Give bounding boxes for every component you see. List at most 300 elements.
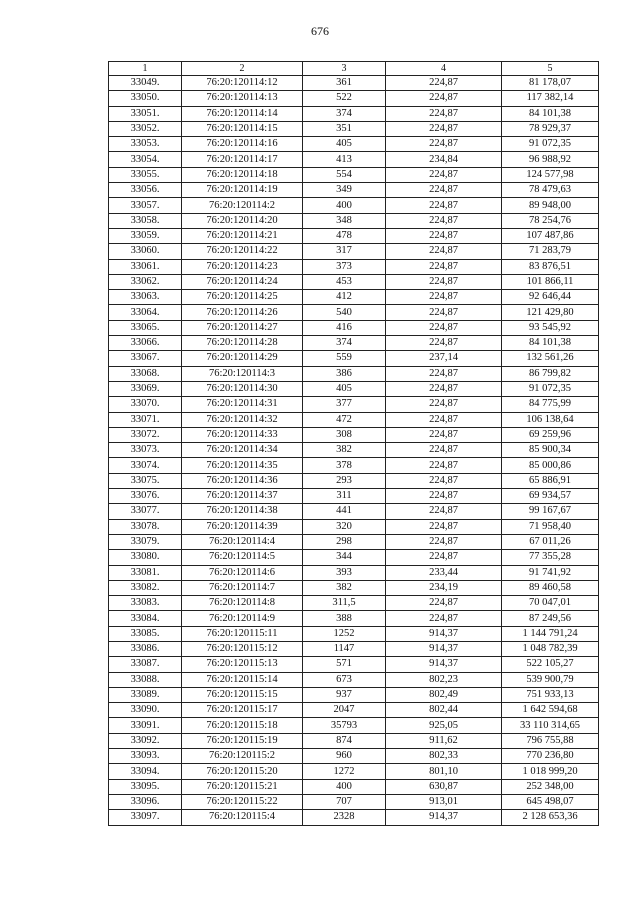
cell-value: 78 929,37 bbox=[502, 121, 599, 136]
table-row bbox=[109, 733, 599, 748]
cell-cadastral-number: 76:20:120114:8 bbox=[182, 596, 303, 611]
cell-area: 344 bbox=[303, 550, 386, 565]
cell-area: 349 bbox=[303, 183, 386, 198]
cell-value: 89 460,58 bbox=[502, 580, 599, 595]
cell-row-number: 33055. bbox=[109, 167, 182, 182]
table-row bbox=[109, 580, 599, 595]
cell-row-number: 33090. bbox=[109, 703, 182, 718]
cell-area: 400 bbox=[303, 198, 386, 213]
cell-row-number: 33069. bbox=[109, 381, 182, 396]
cell-value: 92 646,44 bbox=[502, 290, 599, 305]
cell-area: 311 bbox=[303, 489, 386, 504]
cell-cadastral-number: 76:20:120114:14 bbox=[182, 106, 303, 121]
cell-cadastral-number: 76:20:120114:13 bbox=[182, 91, 303, 106]
cell-value: 84 101,38 bbox=[502, 336, 599, 351]
table-row bbox=[109, 489, 599, 504]
cell-area: 707 bbox=[303, 794, 386, 809]
cell-cadastral-number: 76:20:120115:2 bbox=[182, 749, 303, 764]
cell-area: 412 bbox=[303, 290, 386, 305]
cell-value: 91 741,92 bbox=[502, 565, 599, 580]
cell-value: 91 072,35 bbox=[502, 381, 599, 396]
cell-cadastral-number: 76:20:120114:16 bbox=[182, 137, 303, 152]
cell-rate: 237,14 bbox=[386, 351, 502, 366]
cell-value: 85 900,34 bbox=[502, 443, 599, 458]
table-row bbox=[109, 427, 599, 442]
cell-value: 101 866,11 bbox=[502, 274, 599, 289]
table-row bbox=[109, 687, 599, 702]
cell-row-number: 33066. bbox=[109, 336, 182, 351]
cell-value: 1 642 594,68 bbox=[502, 703, 599, 718]
cell-cadastral-number: 76:20:120115:14 bbox=[182, 672, 303, 687]
cell-value: 69 259,96 bbox=[502, 427, 599, 442]
table-row bbox=[109, 336, 599, 351]
cell-row-number: 33080. bbox=[109, 550, 182, 565]
cell-cadastral-number: 76:20:120115:13 bbox=[182, 657, 303, 672]
cell-cadastral-number: 76:20:120114:39 bbox=[182, 519, 303, 534]
cell-row-number: 33077. bbox=[109, 504, 182, 519]
table-row bbox=[109, 198, 599, 213]
cell-area: 416 bbox=[303, 320, 386, 335]
cell-value: 117 382,14 bbox=[502, 91, 599, 106]
cell-rate: 925,05 bbox=[386, 718, 502, 733]
cell-row-number: 33054. bbox=[109, 152, 182, 167]
cell-area: 374 bbox=[303, 106, 386, 121]
table-row bbox=[109, 626, 599, 641]
table-row bbox=[109, 611, 599, 626]
cell-cadastral-number: 76:20:120114:5 bbox=[182, 550, 303, 565]
table-row bbox=[109, 320, 599, 335]
cell-row-number: 33084. bbox=[109, 611, 182, 626]
cell-row-number: 33094. bbox=[109, 764, 182, 779]
cell-area: 373 bbox=[303, 259, 386, 274]
table-row bbox=[109, 397, 599, 412]
cell-cadastral-number: 76:20:120114:18 bbox=[182, 167, 303, 182]
cell-row-number: 33082. bbox=[109, 580, 182, 595]
cell-cadastral-number: 76:20:120114:32 bbox=[182, 412, 303, 427]
cell-rate: 914,37 bbox=[386, 657, 502, 672]
cell-rate: 234,84 bbox=[386, 152, 502, 167]
cell-row-number: 33087. bbox=[109, 657, 182, 672]
cell-value: 81 178,07 bbox=[502, 76, 599, 91]
cell-value: 83 876,51 bbox=[502, 259, 599, 274]
cell-rate: 801,10 bbox=[386, 764, 502, 779]
table-body bbox=[109, 62, 599, 826]
cell-cadastral-number: 76:20:120114:35 bbox=[182, 458, 303, 473]
cell-area: 378 bbox=[303, 458, 386, 473]
cell-row-number: 33088. bbox=[109, 672, 182, 687]
cell-area: 35793 bbox=[303, 718, 386, 733]
cell-cadastral-number: 76:20:120114:9 bbox=[182, 611, 303, 626]
cell-rate: 224,87 bbox=[386, 106, 502, 121]
cell-rate: 224,87 bbox=[386, 519, 502, 534]
table-row bbox=[109, 412, 599, 427]
cell-value: 645 498,07 bbox=[502, 794, 599, 809]
cell-area: 937 bbox=[303, 687, 386, 702]
cell-row-number: 33058. bbox=[109, 213, 182, 228]
cell-cadastral-number: 76:20:120115:4 bbox=[182, 810, 303, 825]
table-row bbox=[109, 228, 599, 243]
cell-cadastral-number: 76:20:120115:11 bbox=[182, 626, 303, 641]
cell-row-number: 33053. bbox=[109, 137, 182, 152]
cell-rate: 224,87 bbox=[386, 412, 502, 427]
cell-row-number: 33059. bbox=[109, 228, 182, 243]
cell-area: 388 bbox=[303, 611, 386, 626]
cell-cadastral-number: 76:20:120114:25 bbox=[182, 290, 303, 305]
cell-value: 124 577,98 bbox=[502, 167, 599, 182]
cell-cadastral-number: 76:20:120114:12 bbox=[182, 76, 303, 91]
column-header-1: 1 bbox=[109, 62, 182, 76]
table-row bbox=[109, 290, 599, 305]
cell-rate: 224,87 bbox=[386, 198, 502, 213]
cell-cadastral-number: 76:20:120115:20 bbox=[182, 764, 303, 779]
cell-row-number: 33067. bbox=[109, 351, 182, 366]
cell-row-number: 33096. bbox=[109, 794, 182, 809]
cell-rate: 224,87 bbox=[386, 336, 502, 351]
cell-row-number: 33063. bbox=[109, 290, 182, 305]
cell-rate: 802,49 bbox=[386, 687, 502, 702]
cell-row-number: 33060. bbox=[109, 244, 182, 259]
cell-cadastral-number: 76:20:120114:26 bbox=[182, 305, 303, 320]
cell-rate: 224,87 bbox=[386, 550, 502, 565]
cell-value: 2 128 653,36 bbox=[502, 810, 599, 825]
cell-cadastral-number: 76:20:120114:22 bbox=[182, 244, 303, 259]
cell-row-number: 33086. bbox=[109, 641, 182, 656]
table-row bbox=[109, 274, 599, 289]
cell-row-number: 33083. bbox=[109, 596, 182, 611]
cell-area: 453 bbox=[303, 274, 386, 289]
cell-value: 70 047,01 bbox=[502, 596, 599, 611]
table-row bbox=[109, 152, 599, 167]
cell-row-number: 33051. bbox=[109, 106, 182, 121]
cell-cadastral-number: 76:20:120115:18 bbox=[182, 718, 303, 733]
cell-cadastral-number: 76:20:120114:2 bbox=[182, 198, 303, 213]
cell-value: 78 479,63 bbox=[502, 183, 599, 198]
cell-area: 351 bbox=[303, 121, 386, 136]
cell-value: 107 487,86 bbox=[502, 228, 599, 243]
cell-rate: 630,87 bbox=[386, 779, 502, 794]
cell-cadastral-number: 76:20:120114:3 bbox=[182, 366, 303, 381]
cell-rate: 224,87 bbox=[386, 76, 502, 91]
table-row bbox=[109, 106, 599, 121]
table-row bbox=[109, 366, 599, 381]
table-row bbox=[109, 213, 599, 228]
cell-rate: 914,37 bbox=[386, 641, 502, 656]
cell-cadastral-number: 76:20:120114:30 bbox=[182, 381, 303, 396]
cell-rate: 911,62 bbox=[386, 733, 502, 748]
cell-area: 317 bbox=[303, 244, 386, 259]
cell-value: 71 283,79 bbox=[502, 244, 599, 259]
cell-row-number: 33095. bbox=[109, 779, 182, 794]
cell-value: 33 110 314,65 bbox=[502, 718, 599, 733]
cell-rate: 224,87 bbox=[386, 121, 502, 136]
table-row bbox=[109, 381, 599, 396]
cell-area: 320 bbox=[303, 519, 386, 534]
column-header-5: 5 bbox=[502, 62, 599, 76]
cell-area: 293 bbox=[303, 473, 386, 488]
cell-rate: 224,87 bbox=[386, 504, 502, 519]
cell-area: 382 bbox=[303, 443, 386, 458]
cell-area: 311,5 bbox=[303, 596, 386, 611]
cell-area: 1272 bbox=[303, 764, 386, 779]
cell-cadastral-number: 76:20:120114:28 bbox=[182, 336, 303, 351]
cell-row-number: 33068. bbox=[109, 366, 182, 381]
table-row bbox=[109, 657, 599, 672]
cell-value: 65 886,91 bbox=[502, 473, 599, 488]
cell-area: 559 bbox=[303, 351, 386, 366]
cell-cadastral-number: 76:20:120114:34 bbox=[182, 443, 303, 458]
column-header-4: 4 bbox=[386, 62, 502, 76]
table-row bbox=[109, 259, 599, 274]
table-row bbox=[109, 504, 599, 519]
cell-rate: 802,23 bbox=[386, 672, 502, 687]
cell-rate: 914,37 bbox=[386, 810, 502, 825]
cell-row-number: 33085. bbox=[109, 626, 182, 641]
table-row bbox=[109, 534, 599, 549]
cell-value: 91 072,35 bbox=[502, 137, 599, 152]
cell-value: 71 958,40 bbox=[502, 519, 599, 534]
cell-cadastral-number: 76:20:120115:22 bbox=[182, 794, 303, 809]
cell-cadastral-number: 76:20:120115:19 bbox=[182, 733, 303, 748]
cell-value: 1 048 782,39 bbox=[502, 641, 599, 656]
cell-value: 93 545,92 bbox=[502, 320, 599, 335]
cell-value: 106 138,64 bbox=[502, 412, 599, 427]
cell-cadastral-number: 76:20:120114:37 bbox=[182, 489, 303, 504]
cell-area: 386 bbox=[303, 366, 386, 381]
cell-rate: 224,87 bbox=[386, 244, 502, 259]
cell-area: 377 bbox=[303, 397, 386, 412]
cell-rate: 224,87 bbox=[386, 611, 502, 626]
cell-rate: 234,19 bbox=[386, 580, 502, 595]
cell-area: 1147 bbox=[303, 641, 386, 656]
table-row bbox=[109, 810, 599, 825]
cell-area: 308 bbox=[303, 427, 386, 442]
cell-row-number: 33056. bbox=[109, 183, 182, 198]
cell-area: 2328 bbox=[303, 810, 386, 825]
cell-rate: 224,87 bbox=[386, 458, 502, 473]
cell-cadastral-number: 76:20:120114:20 bbox=[182, 213, 303, 228]
table-row bbox=[109, 351, 599, 366]
table-row bbox=[109, 137, 599, 152]
cell-area: 382 bbox=[303, 580, 386, 595]
cell-area: 405 bbox=[303, 381, 386, 396]
cell-area: 472 bbox=[303, 412, 386, 427]
cell-value: 89 948,00 bbox=[502, 198, 599, 213]
cell-cadastral-number: 76:20:120114:38 bbox=[182, 504, 303, 519]
cell-row-number: 33089. bbox=[109, 687, 182, 702]
cell-row-number: 33074. bbox=[109, 458, 182, 473]
cell-area: 522 bbox=[303, 91, 386, 106]
cell-row-number: 33071. bbox=[109, 412, 182, 427]
table-row bbox=[109, 779, 599, 794]
cell-cadastral-number: 76:20:120114:24 bbox=[182, 274, 303, 289]
cell-cadastral-number: 76:20:120114:19 bbox=[182, 183, 303, 198]
cell-row-number: 33070. bbox=[109, 397, 182, 412]
cell-cadastral-number: 76:20:120114:36 bbox=[182, 473, 303, 488]
cell-area: 441 bbox=[303, 504, 386, 519]
cell-value: 121 429,80 bbox=[502, 305, 599, 320]
cell-area: 960 bbox=[303, 749, 386, 764]
column-header-2: 2 bbox=[182, 62, 303, 76]
cell-rate: 224,87 bbox=[386, 534, 502, 549]
cell-value: 796 755,88 bbox=[502, 733, 599, 748]
table-row bbox=[109, 183, 599, 198]
cell-row-number: 33097. bbox=[109, 810, 182, 825]
cell-rate: 913,01 bbox=[386, 794, 502, 809]
cell-cadastral-number: 76:20:120114:31 bbox=[182, 397, 303, 412]
cell-area: 413 bbox=[303, 152, 386, 167]
cell-area: 1252 bbox=[303, 626, 386, 641]
cell-cadastral-number: 76:20:120114:29 bbox=[182, 351, 303, 366]
cell-rate: 224,87 bbox=[386, 427, 502, 442]
cell-value: 69 934,57 bbox=[502, 489, 599, 504]
cell-row-number: 33092. bbox=[109, 733, 182, 748]
cell-area: 2047 bbox=[303, 703, 386, 718]
table-row bbox=[109, 305, 599, 320]
cell-cadastral-number: 76:20:120114:17 bbox=[182, 152, 303, 167]
table-row bbox=[109, 794, 599, 809]
column-header-3: 3 bbox=[303, 62, 386, 76]
table-row bbox=[109, 764, 599, 779]
cell-area: 393 bbox=[303, 565, 386, 580]
cell-row-number: 33061. bbox=[109, 259, 182, 274]
cell-value: 87 249,56 bbox=[502, 611, 599, 626]
cell-area: 554 bbox=[303, 167, 386, 182]
cell-cadastral-number: 76:20:120115:15 bbox=[182, 687, 303, 702]
cell-rate: 224,87 bbox=[386, 228, 502, 243]
cell-row-number: 33062. bbox=[109, 274, 182, 289]
cell-rate: 802,44 bbox=[386, 703, 502, 718]
cell-rate: 224,87 bbox=[386, 381, 502, 396]
cell-value: 78 254,76 bbox=[502, 213, 599, 228]
cell-cadastral-number: 76:20:120114:27 bbox=[182, 320, 303, 335]
data-table bbox=[108, 61, 599, 826]
cell-row-number: 33065. bbox=[109, 320, 182, 335]
cell-cadastral-number: 76:20:120115:17 bbox=[182, 703, 303, 718]
cell-row-number: 33081. bbox=[109, 565, 182, 580]
cell-area: 540 bbox=[303, 305, 386, 320]
cell-rate: 224,87 bbox=[386, 91, 502, 106]
cell-value: 67 011,26 bbox=[502, 534, 599, 549]
cell-value: 132 561,26 bbox=[502, 351, 599, 366]
cell-rate: 224,87 bbox=[386, 397, 502, 412]
table-row bbox=[109, 473, 599, 488]
cell-value: 84 101,38 bbox=[502, 106, 599, 121]
cell-area: 478 bbox=[303, 228, 386, 243]
table-row bbox=[109, 596, 599, 611]
cell-cadastral-number: 76:20:120114:23 bbox=[182, 259, 303, 274]
cell-value: 99 167,67 bbox=[502, 504, 599, 519]
table-row bbox=[109, 458, 599, 473]
table-row bbox=[109, 76, 599, 91]
cell-area: 361 bbox=[303, 76, 386, 91]
cell-rate: 802,33 bbox=[386, 749, 502, 764]
cell-area: 400 bbox=[303, 779, 386, 794]
cell-area: 298 bbox=[303, 534, 386, 549]
cell-area: 874 bbox=[303, 733, 386, 748]
cell-rate: 224,87 bbox=[386, 320, 502, 335]
cell-rate: 224,87 bbox=[386, 183, 502, 198]
cell-row-number: 33091. bbox=[109, 718, 182, 733]
table-row bbox=[109, 91, 599, 106]
cell-area: 673 bbox=[303, 672, 386, 687]
cell-rate: 224,87 bbox=[386, 274, 502, 289]
cell-value: 86 799,82 bbox=[502, 366, 599, 381]
cell-rate: 914,37 bbox=[386, 626, 502, 641]
table-row bbox=[109, 167, 599, 182]
table-row bbox=[109, 550, 599, 565]
cell-cadastral-number: 76:20:120114:6 bbox=[182, 565, 303, 580]
cell-rate: 224,87 bbox=[386, 290, 502, 305]
cell-cadastral-number: 76:20:120115:21 bbox=[182, 779, 303, 794]
table-row bbox=[109, 244, 599, 259]
cell-row-number: 33075. bbox=[109, 473, 182, 488]
cell-rate: 224,87 bbox=[386, 366, 502, 381]
cell-value: 84 775,99 bbox=[502, 397, 599, 412]
cell-cadastral-number: 76:20:120115:12 bbox=[182, 641, 303, 656]
cell-rate: 233,44 bbox=[386, 565, 502, 580]
cell-row-number: 33078. bbox=[109, 519, 182, 534]
table-row bbox=[109, 749, 599, 764]
cell-cadastral-number: 76:20:120114:21 bbox=[182, 228, 303, 243]
cell-cadastral-number: 76:20:120114:4 bbox=[182, 534, 303, 549]
cell-row-number: 33057. bbox=[109, 198, 182, 213]
cell-value: 770 236,80 bbox=[502, 749, 599, 764]
cell-value: 539 900,79 bbox=[502, 672, 599, 687]
table-row bbox=[109, 672, 599, 687]
cell-value: 1 144 791,24 bbox=[502, 626, 599, 641]
table-row bbox=[109, 443, 599, 458]
cell-value: 252 348,00 bbox=[502, 779, 599, 794]
cell-area: 405 bbox=[303, 137, 386, 152]
table-header-row bbox=[109, 62, 599, 76]
cell-row-number: 33076. bbox=[109, 489, 182, 504]
cell-cadastral-number: 76:20:120114:15 bbox=[182, 121, 303, 136]
cell-value: 96 988,92 bbox=[502, 152, 599, 167]
cell-rate: 224,87 bbox=[386, 167, 502, 182]
cell-value: 1 018 999,20 bbox=[502, 764, 599, 779]
cell-value: 751 933,13 bbox=[502, 687, 599, 702]
cell-area: 374 bbox=[303, 336, 386, 351]
table-row bbox=[109, 565, 599, 580]
cell-value: 522 105,27 bbox=[502, 657, 599, 672]
cell-area: 348 bbox=[303, 213, 386, 228]
cell-row-number: 33073. bbox=[109, 443, 182, 458]
cell-rate: 224,87 bbox=[386, 305, 502, 320]
cell-rate: 224,87 bbox=[386, 137, 502, 152]
cell-row-number: 33052. bbox=[109, 121, 182, 136]
cell-rate: 224,87 bbox=[386, 489, 502, 504]
cell-value: 85 000,86 bbox=[502, 458, 599, 473]
cell-row-number: 33050. bbox=[109, 91, 182, 106]
cell-rate: 224,87 bbox=[386, 259, 502, 274]
cell-area: 571 bbox=[303, 657, 386, 672]
cell-cadastral-number: 76:20:120114:7 bbox=[182, 580, 303, 595]
cell-rate: 224,87 bbox=[386, 596, 502, 611]
cell-value: 77 355,28 bbox=[502, 550, 599, 565]
table-row bbox=[109, 718, 599, 733]
cell-row-number: 33079. bbox=[109, 534, 182, 549]
cell-cadastral-number: 76:20:120114:33 bbox=[182, 427, 303, 442]
cell-row-number: 33049. bbox=[109, 76, 182, 91]
table-row bbox=[109, 519, 599, 534]
cell-row-number: 33064. bbox=[109, 305, 182, 320]
table-row bbox=[109, 641, 599, 656]
cell-row-number: 33093. bbox=[109, 749, 182, 764]
cell-row-number: 33072. bbox=[109, 427, 182, 442]
cell-rate: 224,87 bbox=[386, 473, 502, 488]
table-row bbox=[109, 703, 599, 718]
page-number: 676 bbox=[311, 24, 329, 38]
